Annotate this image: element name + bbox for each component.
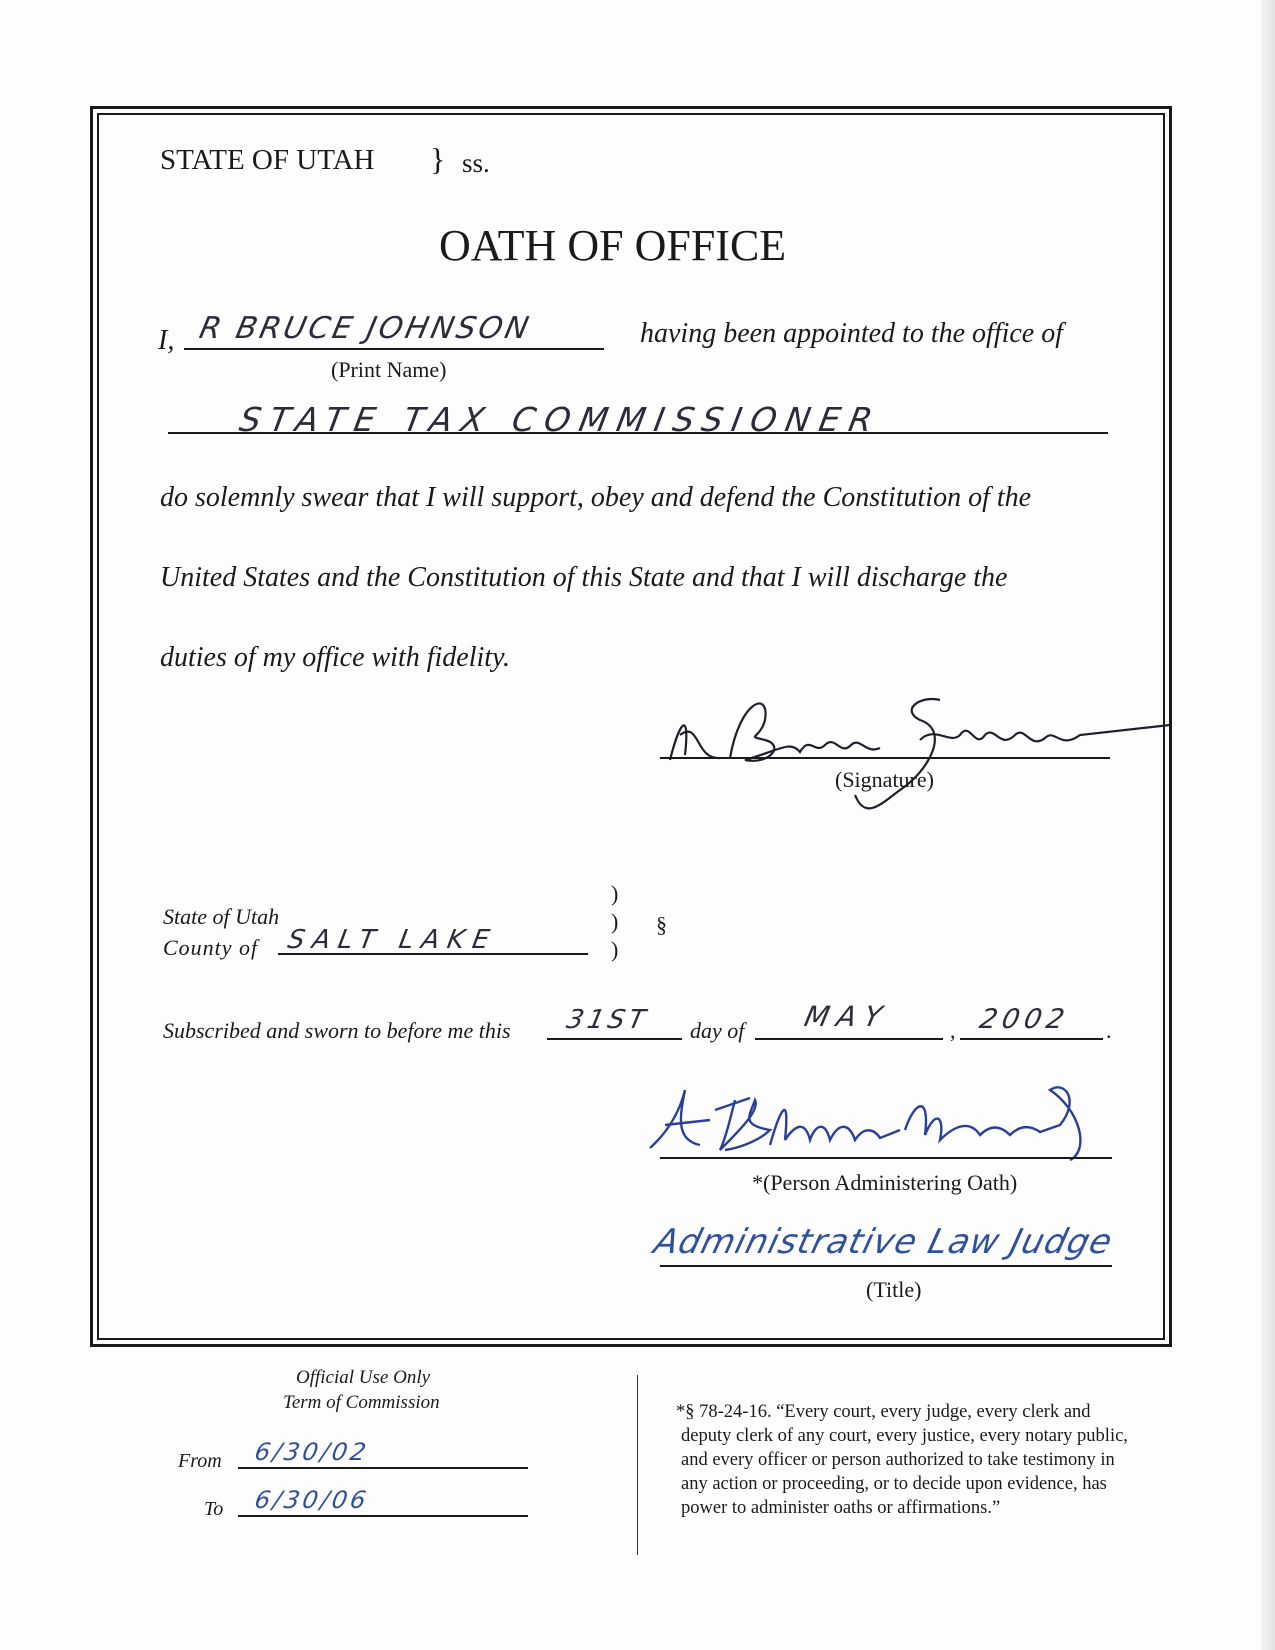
page-title: OATH OF OFFICE [439,221,787,270]
to-line [238,1515,528,1517]
name-handwritten: R BRUCE JOHNSON [196,311,535,346]
footnote-line-5: power to administer oaths or affirmations.” [681,1498,1001,1518]
footnote-line-1: *§ 78-24-16. “Every court, every judge, every clerk and [676,1402,1091,1422]
day-line [547,1038,682,1040]
administrator-title-handwritten: Administrative Law Judge [650,1222,1117,1262]
title-label: (Title) [866,1277,922,1302]
venue-state-label: State of Utah [163,904,280,929]
scan-edge [1261,0,1275,1650]
day-handwritten: 31ST [563,1005,652,1035]
month-line [755,1038,943,1040]
year-line [960,1038,1103,1040]
section-symbol: § [656,912,667,937]
subscribed-text: Subscribed and sworn to before me this [163,1018,511,1043]
venue-county-label: County of [163,935,259,960]
footnote-line-4: any action or proceeding, or to decide upon evidence, has [681,1474,1107,1494]
print-name-label: (Print Name) [331,357,447,382]
subscribed-comma: , [950,1018,956,1043]
from-label: From [178,1450,222,1472]
name-line [184,348,604,350]
day-of-text: day of [690,1018,745,1043]
county-handwritten: SALT LAKE [285,925,500,955]
appointed-text: having been appointed to the office of [640,318,1064,349]
to-value: 6/30/06 [252,1486,371,1514]
office-handwritten: STATE TAX COMMISSIONER [236,400,885,439]
administrator-signature [640,1070,1140,1170]
venue-paren-3: ) [611,937,619,962]
header-brace: } [430,141,446,177]
vertical-divider [637,1375,638,1555]
subscribed-period: . [1106,1018,1112,1043]
footnote-line-2: deputy clerk of any court, every justice, every notary public, [681,1426,1128,1446]
header-ss: ss. [462,148,490,178]
administrator-label: *(Person Administering Oath) [752,1170,1018,1195]
signature-label: (Signature) [835,767,934,792]
oath-body-line3: duties of my office with fidelity. [160,642,510,673]
venue-paren-2: ) [611,909,619,934]
venue-paren-1: ) [611,881,619,906]
month-handwritten: MAY [801,1000,893,1033]
title-line [660,1265,1112,1267]
signature-line [660,757,1110,759]
administrator-line [660,1157,1112,1159]
to-label: To [204,1498,224,1520]
from-line [238,1467,528,1469]
official-use-heading: Official Use Only [296,1367,431,1388]
oath-body-line1: do solemnly swear that I will support, obey and defend the Constitution of the [160,482,1032,513]
footnote-line-3: and every officer or person authorized to take testimony in [681,1450,1115,1470]
oath-taker-signature [650,680,1170,830]
term-of-commission-heading: Term of Commission [283,1392,440,1413]
oath-prefix: I, [158,325,175,356]
from-value: 6/30/02 [252,1438,371,1466]
oath-body-line2: United States and the Constitution of this State and that I will discharge the [160,562,1008,593]
year-handwritten: 2002 [976,1004,1073,1035]
header-state: STATE OF UTAH [160,144,375,176]
